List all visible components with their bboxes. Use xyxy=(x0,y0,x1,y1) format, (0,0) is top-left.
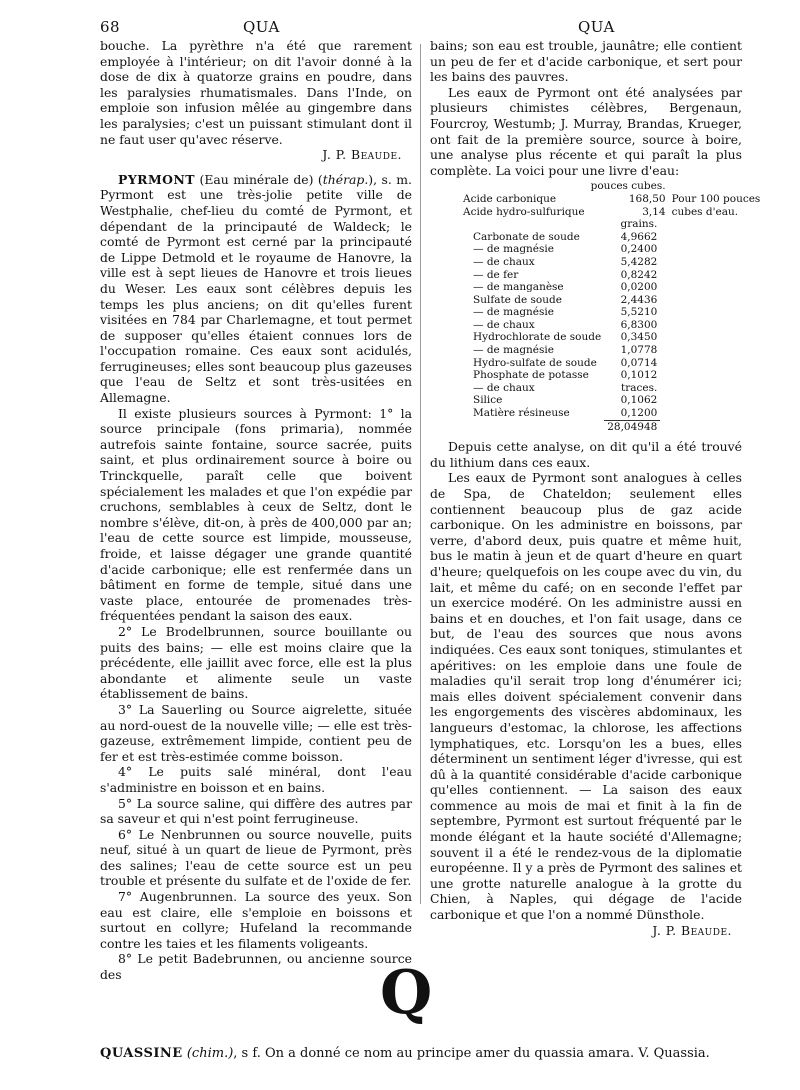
table-total-row: 28,04948 xyxy=(470,420,660,433)
table-row: Acide carbonique 168,50 Pour 100 pouces xyxy=(463,192,761,205)
left-column xyxy=(100,38,412,983)
author-signature: J. P. Beaude. xyxy=(322,147,402,163)
table-row: Sulfate de soude 2,4436 xyxy=(473,293,658,306)
table-row: — de fer 0,8242 xyxy=(473,268,658,281)
table-row: — de magnésie 5,5210 xyxy=(473,306,658,319)
table-row: — de magnésie 0,2400 xyxy=(473,243,658,256)
table-row: — de chaux 6,8300 xyxy=(473,318,658,331)
continuation-paragraph: bains; son eau est trouble, jaunâtre; elle contient un peu de fer et d'acide carbonique, et sert pour les bains des pauvres. xyxy=(430,38,742,85)
analysis-table: pouces cubes. Acide carbonique 168,50 Pour 100 pouces Acide hydro-sulfurique 3,14 cubes d'eau. xyxy=(460,180,763,218)
source-paragraph: 4° Le puits salé minéral, dont l'eau s'administre en boisson et en bains. xyxy=(100,764,412,795)
source-paragraph: 3° La Sauerling ou Source aigrelette, située au nord-ouest de la nouvelle ville; — elle est très-gazeuse, extrêmement limpide, contient peu de fer et est très-estimée comme boisson. xyxy=(100,701,412,764)
source-paragraph: 2° Le Brodelbrunnen, source bouillante ou puits des bains; — elle est moins claire que la précédente, elle jaillit avec force, elle est la plus abondante et alimente seule un vaste établissement de bains. xyxy=(100,623,412,702)
table-row: Hydrochlorate de soude 0,3450 xyxy=(473,331,658,344)
source-paragraph: Il existe plusieurs sources à Pyrmont: 1° la source principale (fons primaria), nommée autrefois sainte fontaine, source sacrée, puits saint, et plus ordinairement source à boire ou Trinckquelle, paraît celle que boivent spécialement les malades et que l'on expédie par cruchons, semblables à ceux de Seltz, dont le nombre s'élève, dit-on, à près de 400,000 par an; l'eau de cette source est limpide, mousseuse, froide, et laisse dégager une grande quantité d'acide carbonique; elle est renfermée dans un bâtiment en forme de temple, situé dans une vaste place, entourée de promenades très-fréquentées pendant la saison des eaux. xyxy=(100,405,412,624)
table-row: Phosphate de potasse 0,1012 xyxy=(473,369,658,382)
source-paragraph: 8° Le petit Badebrunnen, ou ancienne source des xyxy=(100,951,412,983)
table-row: Carbonate de soude 4,9662 xyxy=(473,230,658,243)
source-paragraph: 7° Augenbrunnen. La source des yeux. Son eau est claire, elle s'emploie en boissons et surtout en collyre; Hufeland la recommande contre les taies et les filaments voligeants. xyxy=(100,889,412,951)
usage-paragraph: Les eaux de Pyrmont sont analogues à celles de Spa, de Chateldon; seulement elles contiennent beaucoup plus de gaz acide carbonique. On les administre en boissons, par verre, d'abord deux, puis quatre et même huit, bus le matin à jeun et de quart d'heure en quart d'heure; quelquefois on les coupe avec du vin, du lait, et même du café; on en seconde l'effet par un exercice modéré. On les administre aussi en bains et en douches, et l'on fait usage, dans ce but, de l'eau des sources que nous avons indiquées. Ces eaux sont toniques, stimulantes et apéritives: on les emploie dans une foule de maladies qu'il serait trop long d'énumérer ici; mais elles doivent spécialement convenir dans les engorgements des viscères abdominaux, les langueurs d'estomac, la chlorose, les affections lymphatiques, etc. Lorsqu'on les a bues, elles déterminent un sentiment léger d'ivresse, qui est dû à la quantité considérable d'acide carbonique qu'elles contiennent. — La saison des eaux commence au mois de mai et finit à la fin de septembre, Pyrmont est surtout fréquenté par le monde élégant et la haute société d'Allemagne; souvent il a été le rendez-vous de la diplomatie européenne. Il y a près de Pyrmont des salines et une grotte naturelle analogue à la grotte du Chien, à Naples, qui dégage de l'acide carbonique et que l'on a nommé Dünsthole. xyxy=(430,470,742,923)
table-row: — de manganèse 0,0200 xyxy=(473,281,658,294)
section-letter: Q xyxy=(380,958,433,1028)
right-column xyxy=(430,38,761,938)
table-row: — de magnésie 1,0778 xyxy=(473,344,658,357)
pyrmont-entry: PYRMONT (Eau minérale de) (thérap.), s. m. Pyrmont est une très-jolie petite ville de Westphalie, chef-lieu du comté de Pyrmont, et dépendant de la principauté de Waldeck; le comté de Pyrmont est cerné par la principauté de Lippe Detmold et le royaume de Hanovre, la ville est à sept lieues de Hanovre et trois lieues du Weser. Les eaux sont célèbres depuis les temps les plus anciens; on dit qu'elles furent visitées en 784 par Charlemagne, et tout permet de supposer qu'elles étaient connues lors de l'occupation romaine. Ces eaux sont acidulés, ferrugineuses; elles sont beaucoup plus gazeuses que l'eau de Seltz et sont très-usitées en Allemagne. xyxy=(100,171,412,406)
pyrethre-end-paragraph: bouche. La pyrèthre n'a été que rarement employée à l'intérieur; on dit l'avoir donné à la dose de dix à quatorze grains en poudre, dans les paralysies rhumatismales. Dans l'Inde, on emploie son infusion mêlée au gingembre dans les paralysies; c'est un puissant stimulant dont il ne faut user qu'avec réserve. xyxy=(100,38,412,147)
analysis-intro: Les eaux de Pyrmont ont été analysées par plusieurs chimistes célèbres, Bergenaun, Fourcroy, Westumb; J. Murray, Brandas, Krueger, ont fait de la première source, source à boire, une analyse plus récente et qui paraît la plus complète. La voici pour une livre d'eau: xyxy=(430,84,742,178)
quassine-entry: QUASSINE (chim.), s f. On a donné ce nom au principe amer du quassia amara. V. Quassia. xyxy=(100,1046,710,1061)
entry-term: QUASSINE xyxy=(100,1046,183,1061)
running-head-right: QUA xyxy=(578,18,615,36)
table-row: — de chaux 5,4282 xyxy=(473,255,658,268)
column-divider xyxy=(420,44,421,904)
table-row: Silice 0,1062 xyxy=(473,394,658,407)
lithium-paragraph: Depuis cette analyse, on dit qu'il a été trouvé du lithium dans ces eaux. xyxy=(430,439,742,470)
source-paragraph: 5° La source saline, qui diffère des autres par sa saveur et qui n'est point ferrugineuse. xyxy=(100,795,412,827)
entry-term: PYRMONT xyxy=(118,171,196,187)
table-row: Acide hydro-sulfurique 3,14 cubes d'eau. xyxy=(463,205,739,218)
table-row: Hydro-sulfate de soude 0,0714 xyxy=(473,356,658,369)
table-row: — de chaux traces. xyxy=(473,381,658,394)
source-paragraph: 6° Le Nenbrunnen ou source nouvelle, puits neuf, situé à un quart de lieue de Pyrmont, près des salines; l'eau de cette source est un peu trouble et présente du sulfate et de l'oxide de fer. xyxy=(100,826,412,889)
page-number: 68 xyxy=(100,18,121,36)
author-signature: J. P. Beaude. xyxy=(652,922,732,938)
table-row: Matière résineuse 0,1200 xyxy=(473,407,658,420)
analysis-solids-table: grains. Carbonate de soude 4,9662 — de magnésie 0,2400 — de chaux 5,4282 — de fer 0,8242 — de manganèse 0,0200 Sulfate de soude 2,4436 — de magnésie 5,5210 — de chaux 6,8300 Hydrochlorate de soude 0,3450 — de magnésie 1,0778 Hydro-sulfate de soude 0,0714 Phosphate de potasse 0,1012 — de chaux traces. Silice 0,1062 Matière résineuse 0,1200 28,04948 xyxy=(470,218,660,433)
running-head-left: QUA xyxy=(243,18,280,36)
